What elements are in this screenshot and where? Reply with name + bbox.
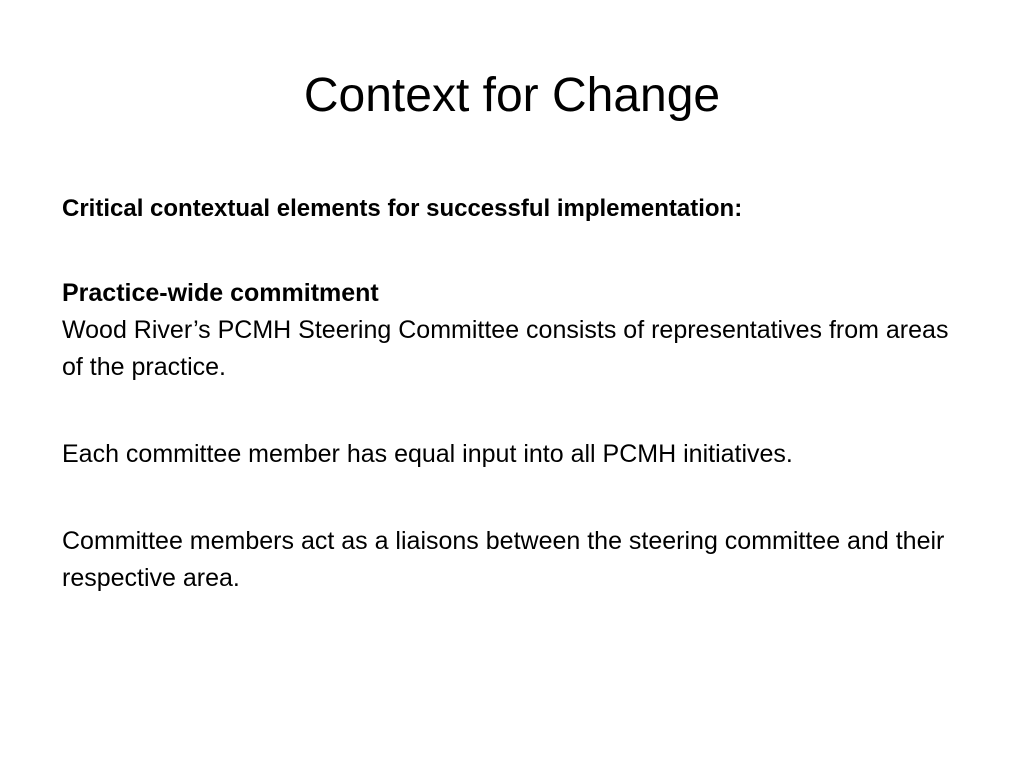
lead-statement: Critical contextual elements for successful implementation: — [62, 195, 743, 222]
section-text: Each committee member has equal input into all PCMH initiatives. — [62, 440, 793, 468]
slide-title: Context for Change — [303, 69, 721, 122]
slide-body — [62, 190, 962, 597]
section-equal-input — [62, 436, 962, 473]
section-text: Wood River’s PCMH Steering Committee consists of representatives from areas of the practice. — [62, 316, 949, 381]
section-heading: Practice-wide commitment — [62, 279, 379, 307]
section-liaisons — [62, 523, 962, 597]
spacer — [62, 227, 962, 275]
spacer — [62, 473, 962, 523]
section-text: Committee members act as a liaisons between the steering committee and their respective area. — [62, 527, 945, 592]
spacer — [62, 386, 962, 436]
section-practice-wide-commitment — [62, 275, 962, 386]
